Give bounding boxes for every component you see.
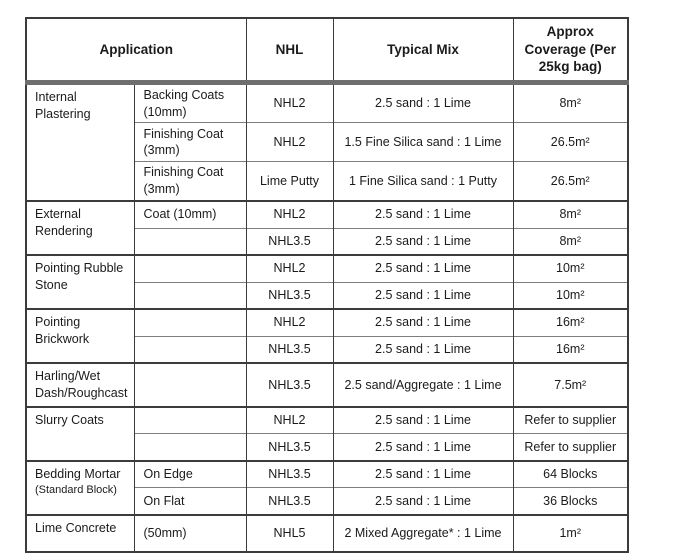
application-detail-cell: On Flat: [134, 488, 246, 515]
coverage-cell: 8m²: [513, 201, 628, 228]
coverage-cell: Refer to supplier: [513, 434, 628, 461]
nhl-cell: NHL2: [246, 201, 333, 228]
application-detail-cell: [134, 228, 246, 255]
nhl-cell: NHL2: [246, 407, 333, 434]
table-body: [26, 82, 628, 552]
nhl-cell: NHL3.5: [246, 461, 333, 488]
table-row: [26, 515, 628, 552]
typical-mix-cell: 2.5 sand : 1 Lime: [333, 201, 513, 228]
application-label: Harling/Wet Dash/Roughcast: [35, 369, 128, 401]
nhl-cell: NHL3.5: [246, 336, 333, 363]
typical-mix-cell: 2 Mixed Aggregate* : 1 Lime: [333, 515, 513, 552]
application-label: Pointing Rubble Stone: [35, 261, 124, 293]
application-detail-cell: [134, 282, 246, 309]
table-header: [26, 18, 628, 82]
application-cell: [26, 201, 134, 255]
application-label: Bedding Mortar: [35, 466, 121, 481]
coverage-cell: 16m²: [513, 309, 628, 336]
coverage-cell: 8m²: [513, 82, 628, 123]
nhl-cell: NHL5: [246, 515, 333, 552]
table-row: [26, 461, 628, 488]
lime-coverage-table: [25, 17, 629, 553]
header-nhl: NHL: [246, 18, 333, 82]
lime-coverage-table-container: [25, 17, 629, 553]
application-label: Internal Plastering: [35, 89, 91, 121]
coverage-cell: 26.5m²: [513, 162, 628, 201]
application-cell: [26, 255, 134, 309]
typical-mix-cell: 2.5 sand : 1 Lime: [333, 255, 513, 282]
table-row: [26, 82, 628, 123]
nhl-cell: Lime Putty: [246, 162, 333, 201]
typical-mix-cell: 2.5 sand : 1 Lime: [333, 336, 513, 363]
coverage-cell: 1m²: [513, 515, 628, 552]
application-cell: [26, 309, 134, 363]
table-row: [26, 407, 628, 434]
application-detail-cell: [134, 309, 246, 336]
application-cell: [26, 82, 134, 201]
application-cell: [26, 363, 134, 407]
application-detail-cell: Backing Coats (10mm): [134, 82, 246, 123]
header-approx-coverage: Approx Coverage (Per 25kg bag): [513, 18, 628, 82]
typical-mix-cell: 2.5 sand/Aggregate : 1 Lime: [333, 363, 513, 407]
typical-mix-cell: 2.5 sand : 1 Lime: [333, 82, 513, 123]
application-note: (Standard Block): [35, 483, 117, 496]
application-detail-cell: Finishing Coat (3mm): [134, 162, 246, 201]
coverage-cell: 7.5m²: [513, 363, 628, 407]
typical-mix-cell: 2.5 sand : 1 Lime: [333, 488, 513, 515]
application-detail-cell: [134, 336, 246, 363]
typical-mix-cell: 2.5 sand : 1 Lime: [333, 309, 513, 336]
coverage-cell: 64 Blocks: [513, 461, 628, 488]
coverage-cell: 10m²: [513, 255, 628, 282]
header-typical-mix: Typical Mix: [333, 18, 513, 82]
application-label: Pointing Brickwork: [35, 315, 90, 347]
nhl-cell: NHL2: [246, 82, 333, 123]
application-cell: [26, 515, 134, 552]
application-detail-cell: [134, 255, 246, 282]
coverage-cell: 36 Blocks: [513, 488, 628, 515]
application-detail-cell: [134, 363, 246, 407]
table-row: [26, 309, 628, 336]
nhl-cell: NHL3.5: [246, 228, 333, 255]
application-detail-cell: On Edge: [134, 461, 246, 488]
header-application: Application: [26, 18, 246, 82]
application-label: Lime Concrete: [35, 520, 117, 535]
typical-mix-cell: 1.5 Fine Silica sand : 1 Lime: [333, 123, 513, 162]
typical-mix-cell: 2.5 sand : 1 Lime: [333, 407, 513, 434]
nhl-cell: NHL3.5: [246, 488, 333, 515]
typical-mix-cell: 2.5 sand : 1 Lime: [333, 282, 513, 309]
coverage-cell: 8m²: [513, 228, 628, 255]
nhl-cell: NHL3.5: [246, 282, 333, 309]
typical-mix-cell: 2.5 sand : 1 Lime: [333, 461, 513, 488]
nhl-cell: NHL2: [246, 123, 333, 162]
table-row: [26, 255, 628, 282]
application-detail-cell: Coat (10mm): [134, 201, 246, 228]
nhl-cell: NHL3.5: [246, 363, 333, 407]
coverage-cell: 26.5m²: [513, 123, 628, 162]
table-row: [26, 201, 628, 228]
nhl-cell: NHL3.5: [246, 434, 333, 461]
typical-mix-cell: 2.5 sand : 1 Lime: [333, 228, 513, 255]
application-label: Slurry Coats: [35, 412, 104, 427]
header-row: [26, 18, 628, 82]
application-detail-cell: (50mm): [134, 515, 246, 552]
coverage-cell: 10m²: [513, 282, 628, 309]
application-cell: [26, 407, 134, 461]
coverage-cell: 16m²: [513, 336, 628, 363]
coverage-cell: Refer to supplier: [513, 407, 628, 434]
typical-mix-cell: 1 Fine Silica sand : 1 Putty: [333, 162, 513, 201]
application-detail-cell: [134, 407, 246, 434]
application-cell: [26, 461, 134, 515]
application-detail-cell: [134, 434, 246, 461]
application-detail-cell: Finishing Coat (3mm): [134, 123, 246, 162]
nhl-cell: NHL2: [246, 255, 333, 282]
application-label: External Rendering: [35, 207, 93, 239]
typical-mix-cell: 2.5 sand : 1 Lime: [333, 434, 513, 461]
table-row: [26, 363, 628, 407]
nhl-cell: NHL2: [246, 309, 333, 336]
